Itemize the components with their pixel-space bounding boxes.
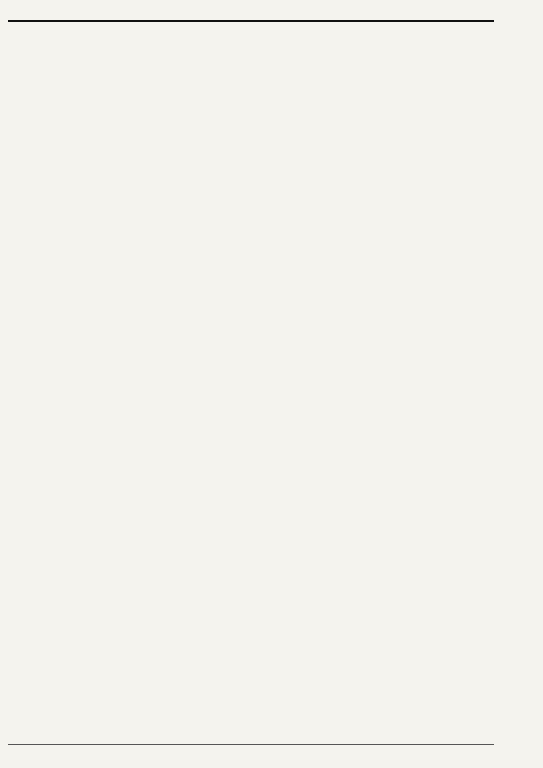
section-tabs <box>503 22 541 742</box>
footer-rule <box>8 744 494 745</box>
top-rule <box>8 20 494 22</box>
